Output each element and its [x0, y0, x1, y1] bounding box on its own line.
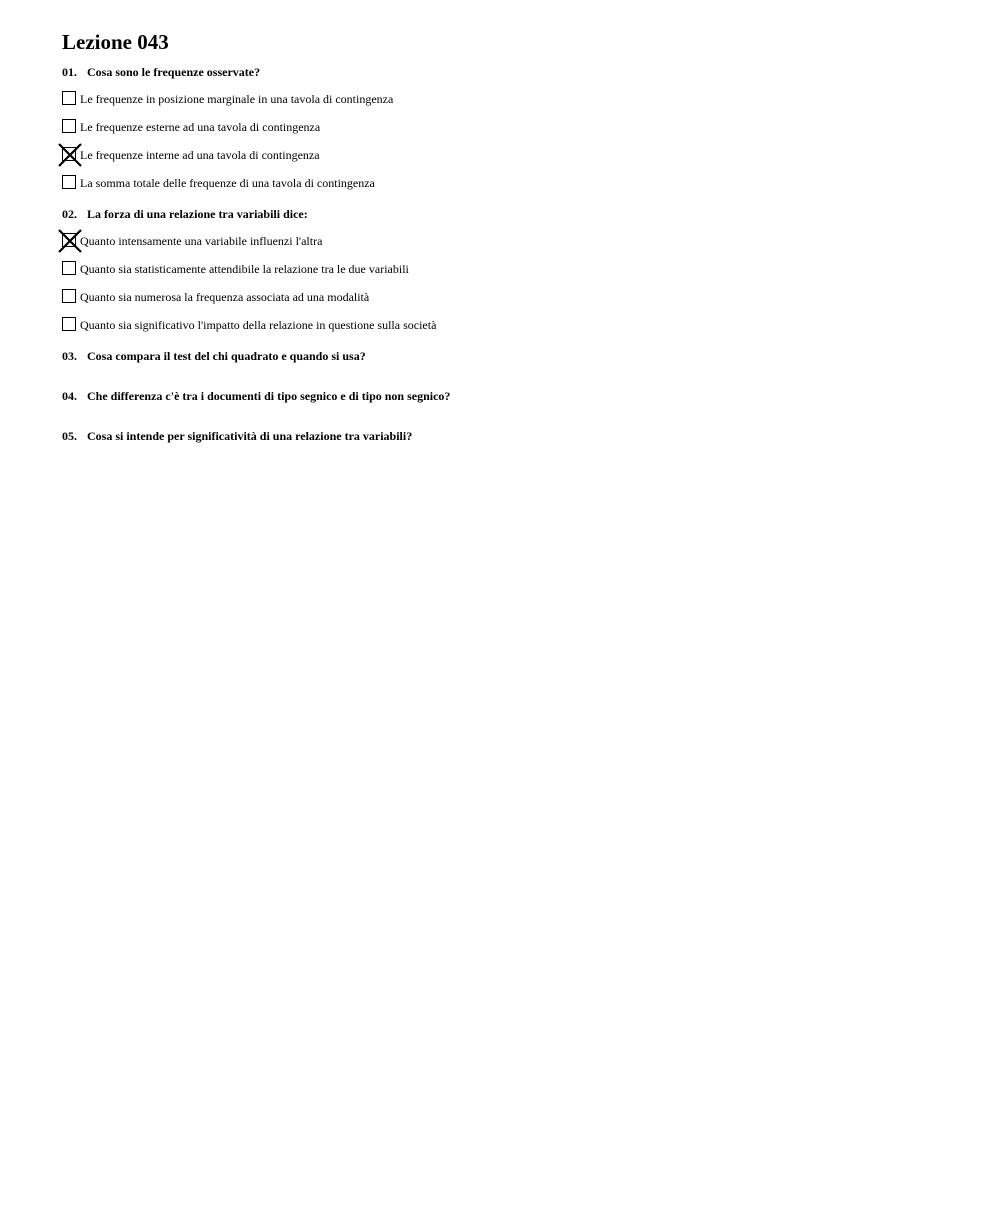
- answer-label: Quanto sia significativo l'impatto della relazione in questione sulla società: [80, 318, 437, 332]
- answer-option: [62, 146, 962, 164]
- page-title: Lezione 043: [62, 30, 169, 54]
- question-text: Cosa sono le frequenze osservate?: [87, 65, 261, 79]
- answer-label: Quanto sia statisticamente attendibile la relazione tra le due variabili: [80, 262, 409, 276]
- question-number: 02.: [62, 207, 77, 221]
- answer-option: [62, 288, 962, 306]
- question-header: [62, 428, 962, 444]
- question-number: 04.: [62, 389, 77, 403]
- question-header: [62, 388, 962, 404]
- question-header: [62, 206, 962, 222]
- answer-label: Le frequenze interne ad una tavola di contingenza: [80, 148, 320, 162]
- answer-option: [62, 260, 962, 278]
- question-text: Cosa si intende per significatività di una relazione tra variabili?: [87, 429, 413, 443]
- answer-checkbox[interactable]: [62, 233, 76, 247]
- cross-mark-icon: [58, 143, 82, 167]
- answer-checkbox[interactable]: [62, 119, 76, 133]
- answer-checkbox[interactable]: [62, 175, 76, 189]
- question-03: [62, 348, 962, 364]
- answer-checkbox[interactable]: [62, 91, 76, 105]
- question-number: 01.: [62, 65, 77, 79]
- question-number: 03.: [62, 349, 77, 363]
- question-header: [62, 348, 962, 364]
- answer-label: Quanto sia numerosa la frequenza associata ad una modalità: [80, 290, 370, 304]
- question-01: [62, 64, 962, 192]
- answer-checkbox[interactable]: [62, 289, 76, 303]
- question-text: Cosa compara il test del chi quadrato e quando si usa?: [87, 349, 366, 363]
- question-text: La forza di una relazione tra variabili dice:: [87, 207, 308, 221]
- question-header: [62, 64, 962, 80]
- cross-mark-icon: [58, 229, 82, 253]
- answer-checkbox[interactable]: [62, 317, 76, 331]
- question-05: [62, 428, 962, 444]
- answer-label: La somma totale delle frequenze di una tavola di contingenza: [80, 176, 375, 190]
- answer-label: Le frequenze in posizione marginale in una tavola di contingenza: [80, 92, 394, 106]
- answer-option: [62, 118, 962, 136]
- answer-option: [62, 232, 962, 250]
- answer-checkbox[interactable]: [62, 147, 76, 161]
- answer-option: [62, 174, 962, 192]
- document-page: [62, 29, 962, 468]
- question-04: [62, 388, 962, 404]
- question-number: 05.: [62, 429, 77, 443]
- answer-checkbox[interactable]: [62, 261, 76, 275]
- question-text: Che differenza c'è tra i documenti di tipo segnico e di tipo non segnico?: [87, 389, 451, 403]
- answer-option: [62, 316, 962, 334]
- question-02: [62, 206, 962, 334]
- answer-option: [62, 90, 962, 108]
- answer-label: Le frequenze esterne ad una tavola di contingenza: [80, 120, 321, 134]
- answer-label: Quanto intensamente una variabile influenzi l'altra: [80, 234, 323, 248]
